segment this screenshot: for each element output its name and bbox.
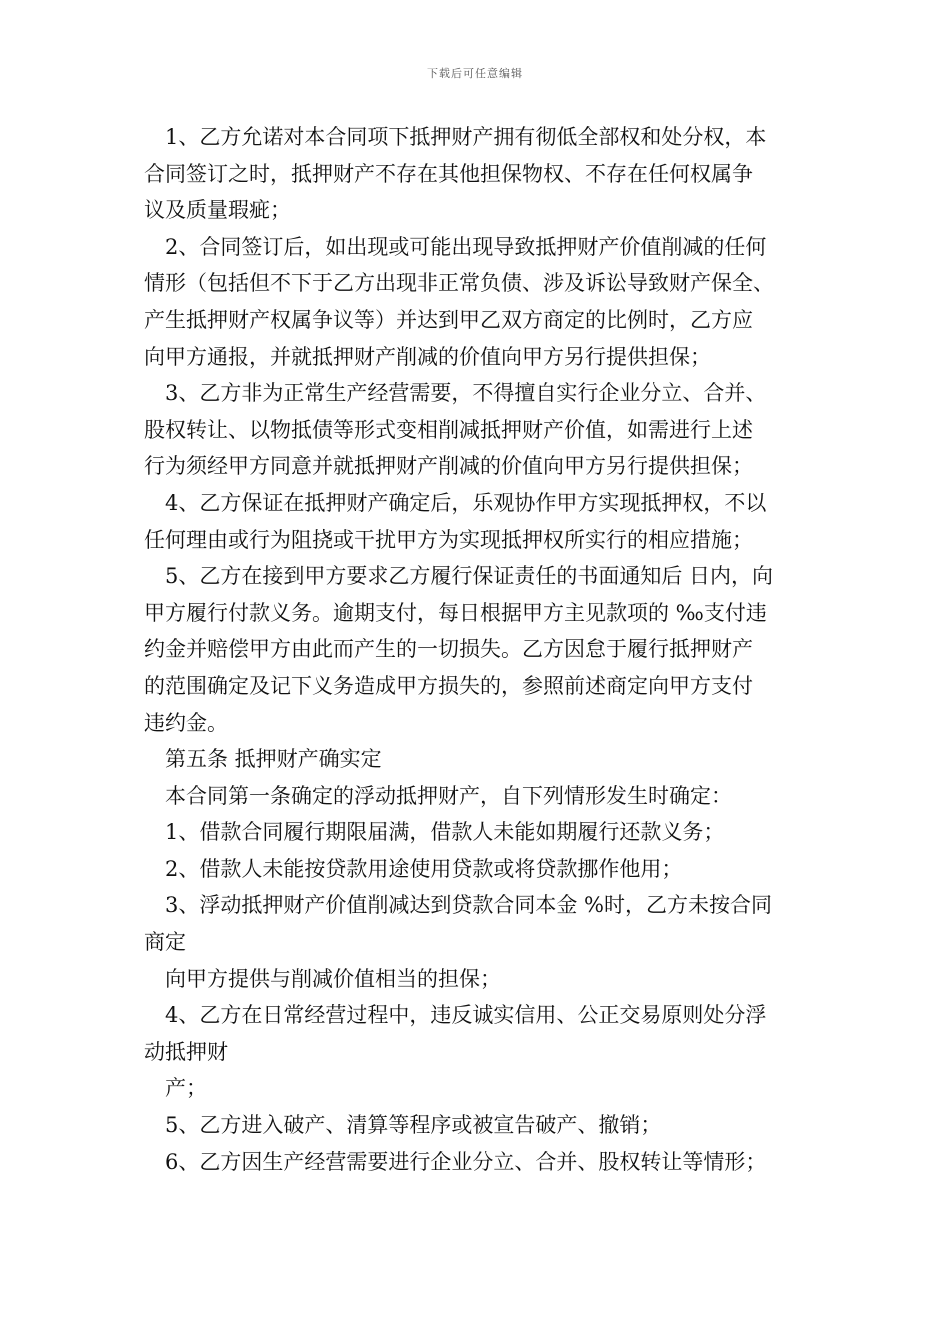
paragraph-line: 3、乙方非为正常生产经营需要，不得擅自实行企业分立、合并、 — [165, 381, 767, 406]
paragraph-line: 约金并赔偿甲方由此而产生的一切损失。乙方因怠于履行抵押财产 — [144, 637, 753, 662]
paragraph-line: 合同签订之时，抵押财产不存在其他担保物权、不存在任何权属争 — [144, 161, 753, 186]
section-heading: 第五条 抵押财产确实定 — [165, 747, 382, 772]
paragraph-line: 4、乙方保证在抵押财产确定后，乐观协作甲方实现抵押权，不以 — [165, 490, 767, 515]
paragraph-line: 6、乙方因生产经营需要进行企业分立、合并、股权转让等情形； — [165, 1149, 767, 1174]
paragraph-line: 任何理由或行为阻挠或干扰甲方为实现抵押权所实行的相应措施； — [144, 527, 753, 552]
paragraph-line: 议及质量瑕疵； — [144, 198, 291, 223]
paragraph-line: 的范围确定及记下义务造成甲方损失的，参照前述商定向甲方支付 — [144, 673, 753, 698]
paragraph-line: 向甲方提供与削减价值相当的担保； — [165, 966, 501, 991]
paragraph-line: 股权转让、以物抵债等形式变相削减抵押财产价值，如需进行上述 — [144, 417, 753, 442]
paragraph-line: 行为须经甲方同意并就抵押财产削减的价值向甲方另行提供担保； — [144, 454, 753, 479]
paragraph-line: 产生抵押财产权属争议等）并达到甲乙双方商定的比例时，乙方应 — [144, 307, 753, 332]
paragraph-line: 商定 — [144, 930, 186, 955]
download-edit-note: 下载后可任意编辑 — [427, 67, 523, 80]
paragraph-line: 本合同第一条确定的浮动抵押财产，自下列情形发生时确定： — [165, 783, 732, 808]
paragraph-line: 向甲方通报，并就抵押财产削减的价值向甲方另行提供担保； — [144, 344, 711, 369]
paragraph-line: 产； — [165, 1076, 207, 1101]
paragraph-line: 违约金。 — [144, 710, 228, 735]
contract-body — [144, 119, 816, 1180]
paragraph-line: 1、乙方允诺对本合同项下抵押财产拥有彻低全部权和处分权，本 — [165, 125, 767, 149]
paragraph-line: 2、合同签订后，如出现或可能出现导致抵押财产价值削减的任何 — [165, 234, 767, 259]
paragraph-line: 1、借款合同履行期限届满，借款人未能如期履行还款义务； — [165, 820, 725, 845]
paragraph-line: 5、乙方在接到甲方要求乙方履行保证责任的书面通知后 日内，向 — [165, 564, 774, 589]
paragraph-line: 情形（包括但不下于乙方出现非正常负债、涉及诉讼导致财产保全、 — [144, 271, 774, 296]
paragraph-line: 动抵押财 — [144, 1039, 228, 1064]
paragraph-line: 4、乙方在日常经营过程中，违反诚实信用、公正交易原则处分浮 — [165, 1003, 767, 1028]
paragraph-line: 2、借款人未能按贷款用途使用贷款或将贷款挪作他用； — [165, 856, 683, 881]
paragraph-line: 甲方履行付款义务。逾期支付，每日根据甲方主见款项的 ‰支付违 — [144, 600, 767, 625]
paragraph-line: 3、浮动抵押财产价值削减达到贷款合同本金 %时，乙方未按合同 — [165, 893, 772, 918]
paragraph-line: 5、乙方进入破产、清算等程序或被宣告破产、撤销； — [165, 1113, 662, 1138]
